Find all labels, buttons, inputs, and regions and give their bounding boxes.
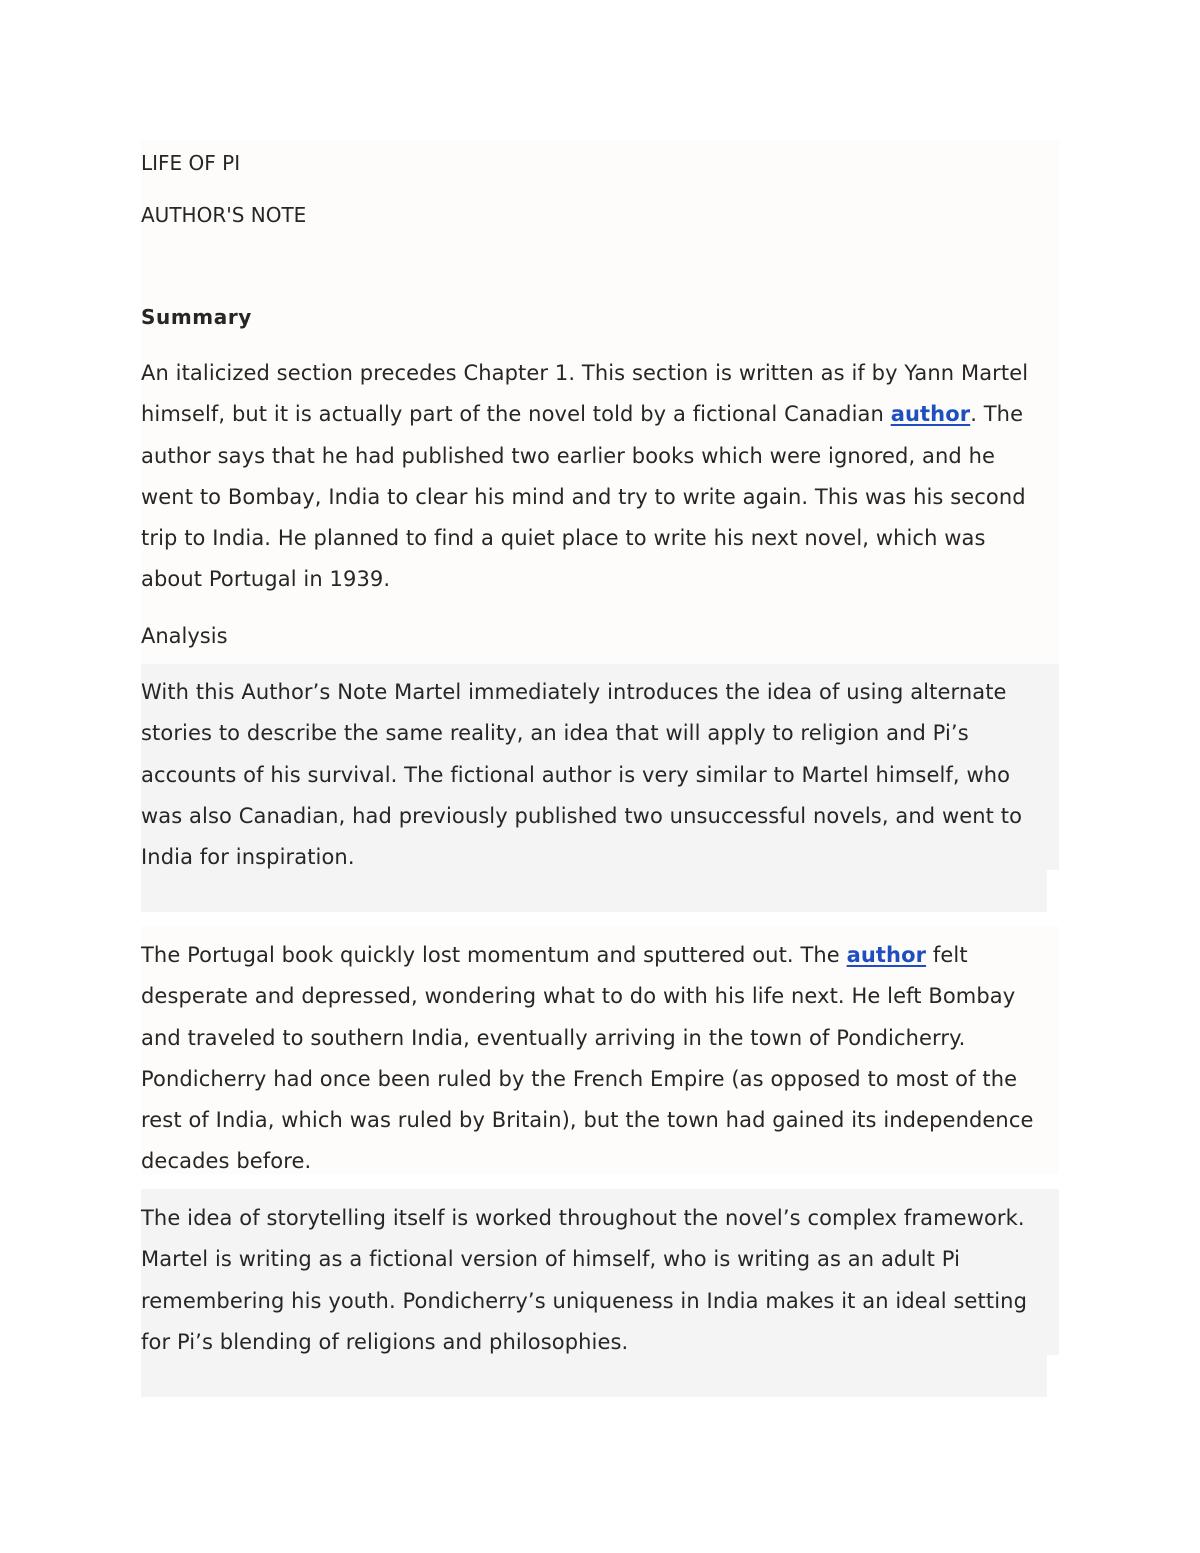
storytelling-line-3: remembering his youth. Pondicherry’s uniqueness in India makes it an ideal setting [141, 1288, 1027, 1313]
portugal-line-4: Pondicherry had once been ruled by the French Empire (as opposed to most of the [141, 1066, 1018, 1091]
storytelling-line-4: for Pi’s blending of religions and philosophies. [141, 1329, 629, 1354]
document-title: LIFE OF PI [141, 151, 241, 175]
portugal-line-2: desperate and depressed, wondering what to do with his life next. He left Bombay [141, 984, 1016, 1009]
storytelling-line-1: The idea of storytelling itself is worked throughout the novel’s complex framework. [141, 1206, 1025, 1230]
summary-line-1: An italicized section precedes Chapter 1. This section is written as if by Yann Martel [141, 361, 1029, 385]
analysis-line-1: With this Author’s Note Martel immediately introduces the idea of using alternate [141, 680, 1007, 704]
summary-heading: Summary [141, 305, 252, 329]
portugal-line-3: and traveled to southern India, eventually arriving in the town of Pondicherry. [141, 1025, 966, 1050]
portugal-line-1-text: The Portugal book quickly lost momentum and sputtered out. The [141, 943, 847, 967]
summary-line-2 [141, 394, 1028, 435]
portugal-line-1 [141, 935, 1034, 976]
storytelling-paragraph [141, 1198, 1027, 1363]
analysis-line-4: was also Canadian, had previously published two unsuccessful novels, and went to [141, 803, 1023, 828]
author-link-2[interactable]: author [846, 943, 927, 967]
summary-line-4: went to Bombay, India to clear his mind and try to write again. This was his second [141, 484, 1026, 509]
portugal-paragraph [141, 935, 1034, 1183]
analysis-line-5: India for inspiration. [141, 845, 355, 870]
summary-line-2-tail: . The [970, 402, 1024, 427]
summary-line-3: author says that he had published two earlier books which were ignored, and he [141, 443, 996, 468]
analysis-line-3: accounts of his survival. The fictional author is very similar to Martel himself, who [141, 762, 1011, 787]
summary-line-2-text: himself, but it is actually part of the novel told by a fictional Canadian [141, 402, 891, 427]
portugal-line-1-tail: felt [926, 943, 968, 967]
document-subtitle: AUTHOR'S NOTE [141, 203, 307, 227]
summary-line-5: trip to India. He planned to find a quiet place to write his next novel, which was [141, 526, 986, 551]
analysis-line-2: stories to describe the same reality, an idea that will apply to religion and Pi’s [141, 721, 969, 746]
storytelling-line-2: Martel is writing as a fictional version of himself, who is writing as an adult Pi [141, 1247, 961, 1272]
summary-line-6: about Portugal in 1939. [141, 567, 391, 592]
portugal-line-5: rest of India, which was ruled by Britain), but the town had gained its independence [141, 1108, 1034, 1133]
portugal-line-6: decades before. [141, 1149, 312, 1174]
analysis-paragraph [141, 672, 1022, 878]
author-link-1[interactable]: author [890, 402, 971, 427]
summary-paragraph [141, 353, 1028, 601]
analysis-heading: Analysis [141, 624, 228, 648]
